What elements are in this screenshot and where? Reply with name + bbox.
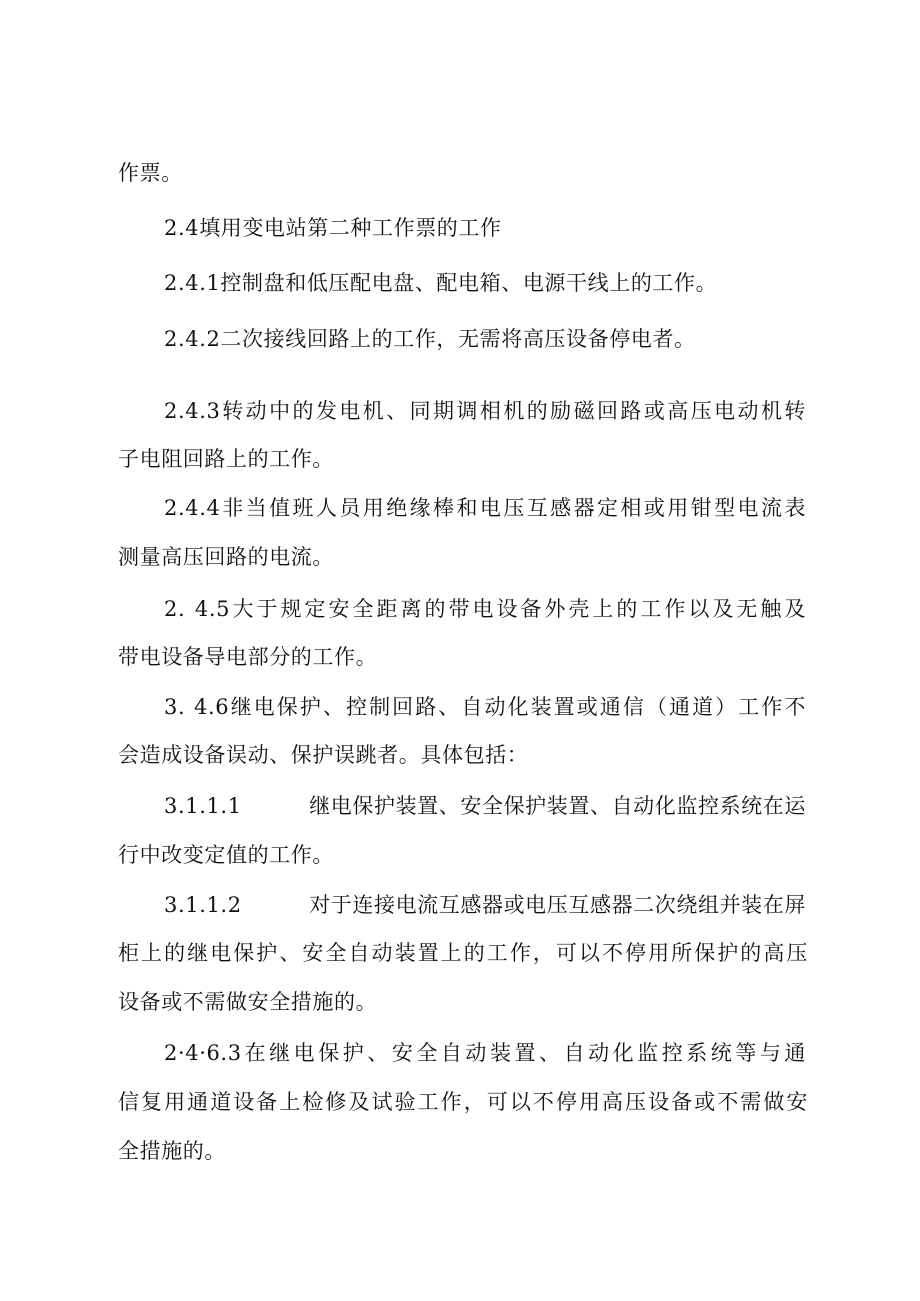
item-2-4-4: 2.4.4非当值班人员用绝缘棒和电压互感器定相或用钳型电流表 (164, 496, 806, 520)
text-line: 全措施的。 (118, 1139, 226, 1163)
item-2-4-1: 2.4.1控制盘和低压配电盘、配电箱、电源干线上的工作。 (164, 271, 718, 295)
text-line: 子电阻回路上的工作。 (118, 447, 334, 471)
item-number: 3.1.1.1 (164, 794, 242, 818)
item-3-1-1-1 (164, 791, 806, 821)
item-2-4-3: 2.4.3转动中的发电机、同期调相机的励磁回路或高压电动机转 (164, 399, 806, 423)
item-2-4-5: 2. 4.5大于规定安全距离的带电设备外壳上的工作以及无触及 (164, 597, 806, 621)
item-2-4-6: 3. 4.6继电保护、控制回路、自动化装置或通信（通道）工作不 (164, 695, 806, 719)
text-line: 会造成设备误动、保护误跳者。具体包括： (118, 743, 529, 767)
text-line: 设备或不需做安全措施的。 (118, 990, 378, 1014)
text-line: 柜上的继电保护、安全自动装置上的工作，可以不停用所保护的高压 (118, 941, 808, 965)
text-line: 信复用通道设备上检修及试验工作，可以不停用高压设备或不需做安 (118, 1090, 808, 1114)
item-number: 3.1.1.2 (164, 893, 242, 917)
item-text: 继电保护装置、安全保护装置、自动化监控系统在运 (309, 794, 806, 818)
text-line: 带电设备导电部分的工作。 (118, 645, 378, 669)
item-3-1-1-2 (164, 890, 806, 920)
item-text: 对于连接电流互感器或电压互感器二次绕组并装在屏 (309, 893, 806, 917)
text-line: 作票。 (118, 161, 183, 185)
item-2-4-6-3: 2·4·6.3在继电保护、安全自动装置、自动化监控系统等与通 (164, 1041, 806, 1065)
text-line: 行中改变定值的工作。 (118, 843, 334, 867)
section-heading-2-4: 2.4填用变电站第二种工作票的工作 (164, 216, 502, 240)
text-line: 测量高压回路的电流。 (118, 545, 334, 569)
item-2-4-2: 2.4.2二次接线回路上的工作，无需将高压设备停电者。 (164, 327, 696, 351)
